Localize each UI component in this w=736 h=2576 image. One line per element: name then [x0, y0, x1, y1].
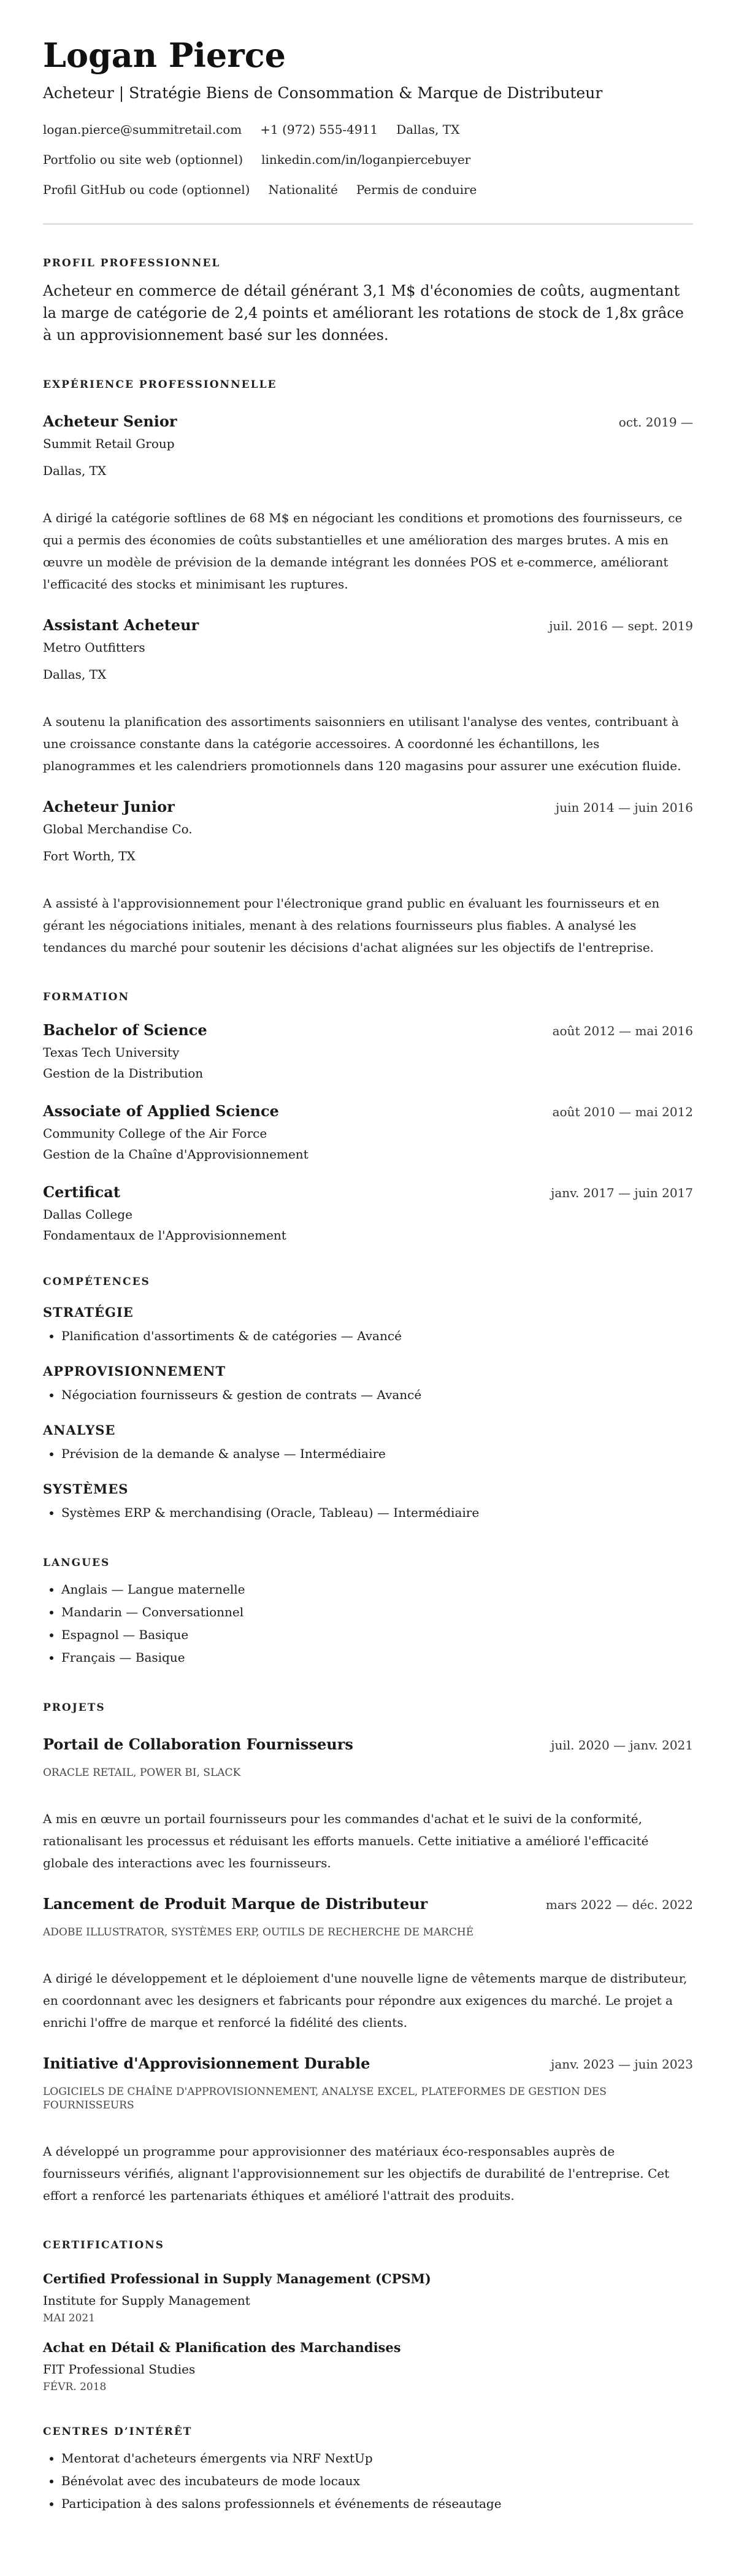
project-entry [43, 1735, 693, 1874]
profile-summary: Acheteur en commerce de détail générant 3,1 M$ d'économies de coûts, augmentant la marge de catégorie de 2,4 points et améliorant les rotations de stock de 1,8x grâce à un approvisionnement basé sur les données. [43, 282, 684, 344]
skills-list [43, 1305, 693, 1524]
degree-title: Bachelor of Science [43, 1021, 207, 1039]
project-title: Initiative d'Approvisionnement Durable [43, 2054, 370, 2072]
company-name: Metro Outfitters [43, 640, 145, 655]
entry-header [43, 1895, 693, 1913]
interest-item: • Participation à des salons professionnels et événements de réseautage [61, 2493, 693, 2515]
contact-row [43, 121, 693, 137]
entry-header [43, 2054, 693, 2073]
job-location: Dallas, TX [43, 463, 107, 478]
experience-entry [43, 412, 693, 595]
skill-category: STRATÉGIE [43, 1305, 134, 1320]
skill-items [43, 1325, 693, 1348]
certification-issuer: Institute for Supply Management [43, 2293, 250, 2308]
language-item: • Espagnol — Basique [61, 1624, 693, 1646]
project-technologies: ADOBE ILLUSTRATOR, SYSTÈMES ERP, OUTILS DE RECHERCHE DE MARCHÉ [43, 1926, 474, 1938]
education-dates: janv. 2017 — juin 2017 [551, 1186, 693, 1200]
section-heading-languages: LANGUES [43, 1557, 110, 1569]
skill-items [43, 1502, 693, 1524]
project-dates: mars 2022 — déc. 2022 [545, 1897, 693, 1912]
section-heading-experience: EXPÉRIENCE PROFESSIONNELLE [43, 379, 277, 391]
candidate-name: Logan Pierce [43, 36, 286, 75]
interest-item: • Bénévolat avec des incubateurs de mode locaux [61, 2470, 693, 2493]
entry-header [43, 1183, 693, 1201]
school-name: Texas Tech University [43, 1045, 180, 1060]
interest-item: • Mentorat d'acheteurs émergents via NRF NextUp [61, 2447, 693, 2470]
language-item: • Français — Basique [61, 1646, 693, 1669]
job-title: Acheteur Senior [43, 412, 177, 430]
project-title: Portail de Collaboration Fournisseurs [43, 1735, 353, 1753]
job-description: A dirigé la catégorie softlines de 68 M$ en négociant les conditions et promotions des fournisseurs, ce qui a permis des économies de coûts substantielles et une amélioration des marges brutes. A mis en œuvre un modèle de prévision de la demande intégrant les données POS et e-commerce, améliorant l'efficacité des stocks et minimisant les ruptures. [43, 511, 683, 592]
contact-info [43, 121, 693, 198]
field-of-study: Gestion de la Distribution [43, 1066, 204, 1081]
project-dates: juil. 2020 — janv. 2021 [551, 1738, 693, 1753]
skill-item: • Systèmes ERP & merchandising (Oracle, Tableau) — Intermédiaire [61, 1502, 693, 1524]
school-name: Dallas College [43, 1207, 132, 1222]
entry-header [43, 412, 693, 431]
section-heading-profile: PROFIL PROFESSIONNEL [43, 257, 221, 269]
interests-list [43, 2447, 693, 2515]
project-entry [43, 2054, 693, 2207]
degree-title: Associate of Applied Science [43, 1102, 279, 1120]
entry-header [43, 1735, 693, 1754]
skill-item: • Prévision de la demande & analyse — Intermédiaire [61, 1443, 693, 1465]
skill-item: • Planification d'assortiments & de catégories — Avancé [61, 1325, 693, 1348]
contact-item: Portfolio ou site web (optionnel) [43, 152, 243, 167]
project-description: A dirigé le développement et le déploiement d'une nouvelle ligne de vêtements marque de distributeur, en coordonnant avec les designers et fabricants pour répondre aux exigences du marché. Le projet a enrichi l'offre de marque et renforcé la fidélité des clients. [43, 1971, 688, 2030]
certification-entry [43, 2339, 693, 2393]
school-name: Community College of the Air Force [43, 1126, 267, 1141]
contact-item: +1 (972) 555-4911 [260, 122, 378, 137]
candidate-title: Acheteur | Stratégie Biens de Consommation & Marque de Distributeur [43, 84, 603, 102]
project-description: A développé un programme pour approvisionner des matériaux éco-responsables auprès de fournisseurs vérifiés, alignant l'approvisionnement sur les objectifs de durabilité de l'entreprise. Cet effort a renforcé les partenariats éthiques et amélioré l'attrait des produits. [43, 2144, 670, 2203]
degree-title: Certificat [43, 1183, 120, 1201]
company-name: Global Merchandise Co. [43, 822, 193, 836]
entry-header [43, 1102, 693, 1120]
skill-item: • Négociation fournisseurs & gestion de contrats — Avancé [61, 1384, 693, 1406]
certification-date: FÉVR. 2018 [43, 2381, 107, 2393]
section-heading-skills: COMPÉTENCES [43, 1276, 150, 1288]
job-title: Acheteur Junior [43, 798, 175, 816]
skill-items [43, 1443, 693, 1465]
contact-row [43, 182, 693, 198]
education-dates: août 2012 — mai 2016 [552, 1024, 693, 1038]
job-description: A assisté à l'approvisionnement pour l'électronique grand public en évaluant les fournisseurs et en gérant les négociations initiales, menant à des relations fournisseurs plus fiables. A analysé les tendances du marché pour soutenir les décisions d'achat alignées sur les objectifs de l'entreprise. [43, 896, 660, 955]
entry-header [43, 616, 693, 634]
section-heading-certifications: CERTIFICATIONS [43, 2239, 164, 2251]
project-technologies: LOGICIELS DE CHAÎNE D'APPROVISIONNEMENT, ANALYSE EXCEL, PLATEFORMES DE GESTION DES FOURNISSEURS [43, 2086, 607, 2111]
certification-entry [43, 2270, 693, 2324]
field-of-study: Gestion de la Chaîne d'Approvisionnement [43, 1147, 309, 1162]
job-location: Fort Worth, TX [43, 849, 136, 863]
project-title: Lancement de Produit Marque de Distributeur [43, 1895, 428, 1913]
entry-header [43, 1021, 693, 1039]
languages-list [43, 1578, 693, 1669]
contact-item[interactable]: logan.pierce@summitretail.com [43, 122, 242, 137]
experience-list [43, 412, 693, 958]
project-description: A mis en œuvre un portail fournisseurs pour les commandes d'achat et le suivi de la conformité, rationalisant les processus et réduisant les efforts manuels. Cette initiative a amélioré l'efficacité globale des interactions avec les fournisseurs. [43, 1811, 649, 1870]
skill-category: APPROVISIONNEMENT [43, 1363, 226, 1379]
language-item: • Mandarin — Conversationnel [61, 1601, 693, 1624]
skill-category: ANALYSE [43, 1422, 116, 1438]
header-divider [43, 223, 693, 225]
certification-issuer: FIT Professional Studies [43, 2362, 196, 2377]
certifications-list [43, 2270, 693, 2393]
contact-item: Permis de conduire [356, 182, 477, 197]
job-dates: juin 2014 — juin 2016 [556, 800, 693, 815]
job-dates: oct. 2019 — [618, 415, 693, 430]
section-heading-projects: PROJETS [43, 1702, 105, 1714]
entry-header [43, 798, 693, 816]
field-of-study: Fondamentaux de l'Approvisionnement [43, 1228, 286, 1243]
project-technologies: ORACLE RETAIL, POWER BI, SLACK [43, 1767, 241, 1779]
experience-entry [43, 798, 693, 958]
certification-title: Achat en Détail & Planification des Marchandises [43, 2340, 401, 2355]
certification-title: Certified Professional in Supply Management (CPSM) [43, 2271, 431, 2286]
contact-item[interactable]: linkedin.com/in/loganpiercebuyer [261, 152, 471, 167]
company-name: Summit Retail Group [43, 436, 175, 451]
contact-row [43, 152, 693, 168]
projects-list [43, 1735, 693, 2207]
certification-date: MAI 2021 [43, 2312, 96, 2324]
education-entry [43, 1021, 693, 1081]
job-location: Dallas, TX [43, 667, 107, 682]
contact-item: Profil GitHub ou code (optionnel) [43, 182, 250, 197]
education-entry [43, 1183, 693, 1243]
language-item: • Anglais — Langue maternelle [61, 1578, 693, 1601]
education-entry [43, 1102, 693, 1162]
job-title: Assistant Acheteur [43, 616, 199, 634]
job-dates: juil. 2016 — sept. 2019 [549, 619, 693, 633]
skill-items [43, 1384, 693, 1406]
contact-item: Dallas, TX [396, 122, 460, 137]
project-dates: janv. 2023 — juin 2023 [551, 2057, 693, 2072]
project-entry [43, 1895, 693, 2034]
experience-entry [43, 616, 693, 777]
education-list [43, 1021, 693, 1243]
skill-category: SYSTÈMES [43, 1481, 129, 1497]
education-dates: août 2010 — mai 2012 [552, 1105, 693, 1119]
section-heading-interests: CENTRES D’INTÉRÊT [43, 2426, 193, 2438]
contact-item: Nationalité [268, 182, 338, 197]
section-heading-education: FORMATION [43, 991, 130, 1003]
job-description: A soutenu la planification des assortiments saisonniers en utilisant l'analyse des ventes, contribuant à une croissance constante dans la catégorie accessoires. A coordonné les échantillons, les planogrammes et les calendriers promotionnels dans 120 magasins pour assurer une exécution fluide. [43, 714, 681, 773]
